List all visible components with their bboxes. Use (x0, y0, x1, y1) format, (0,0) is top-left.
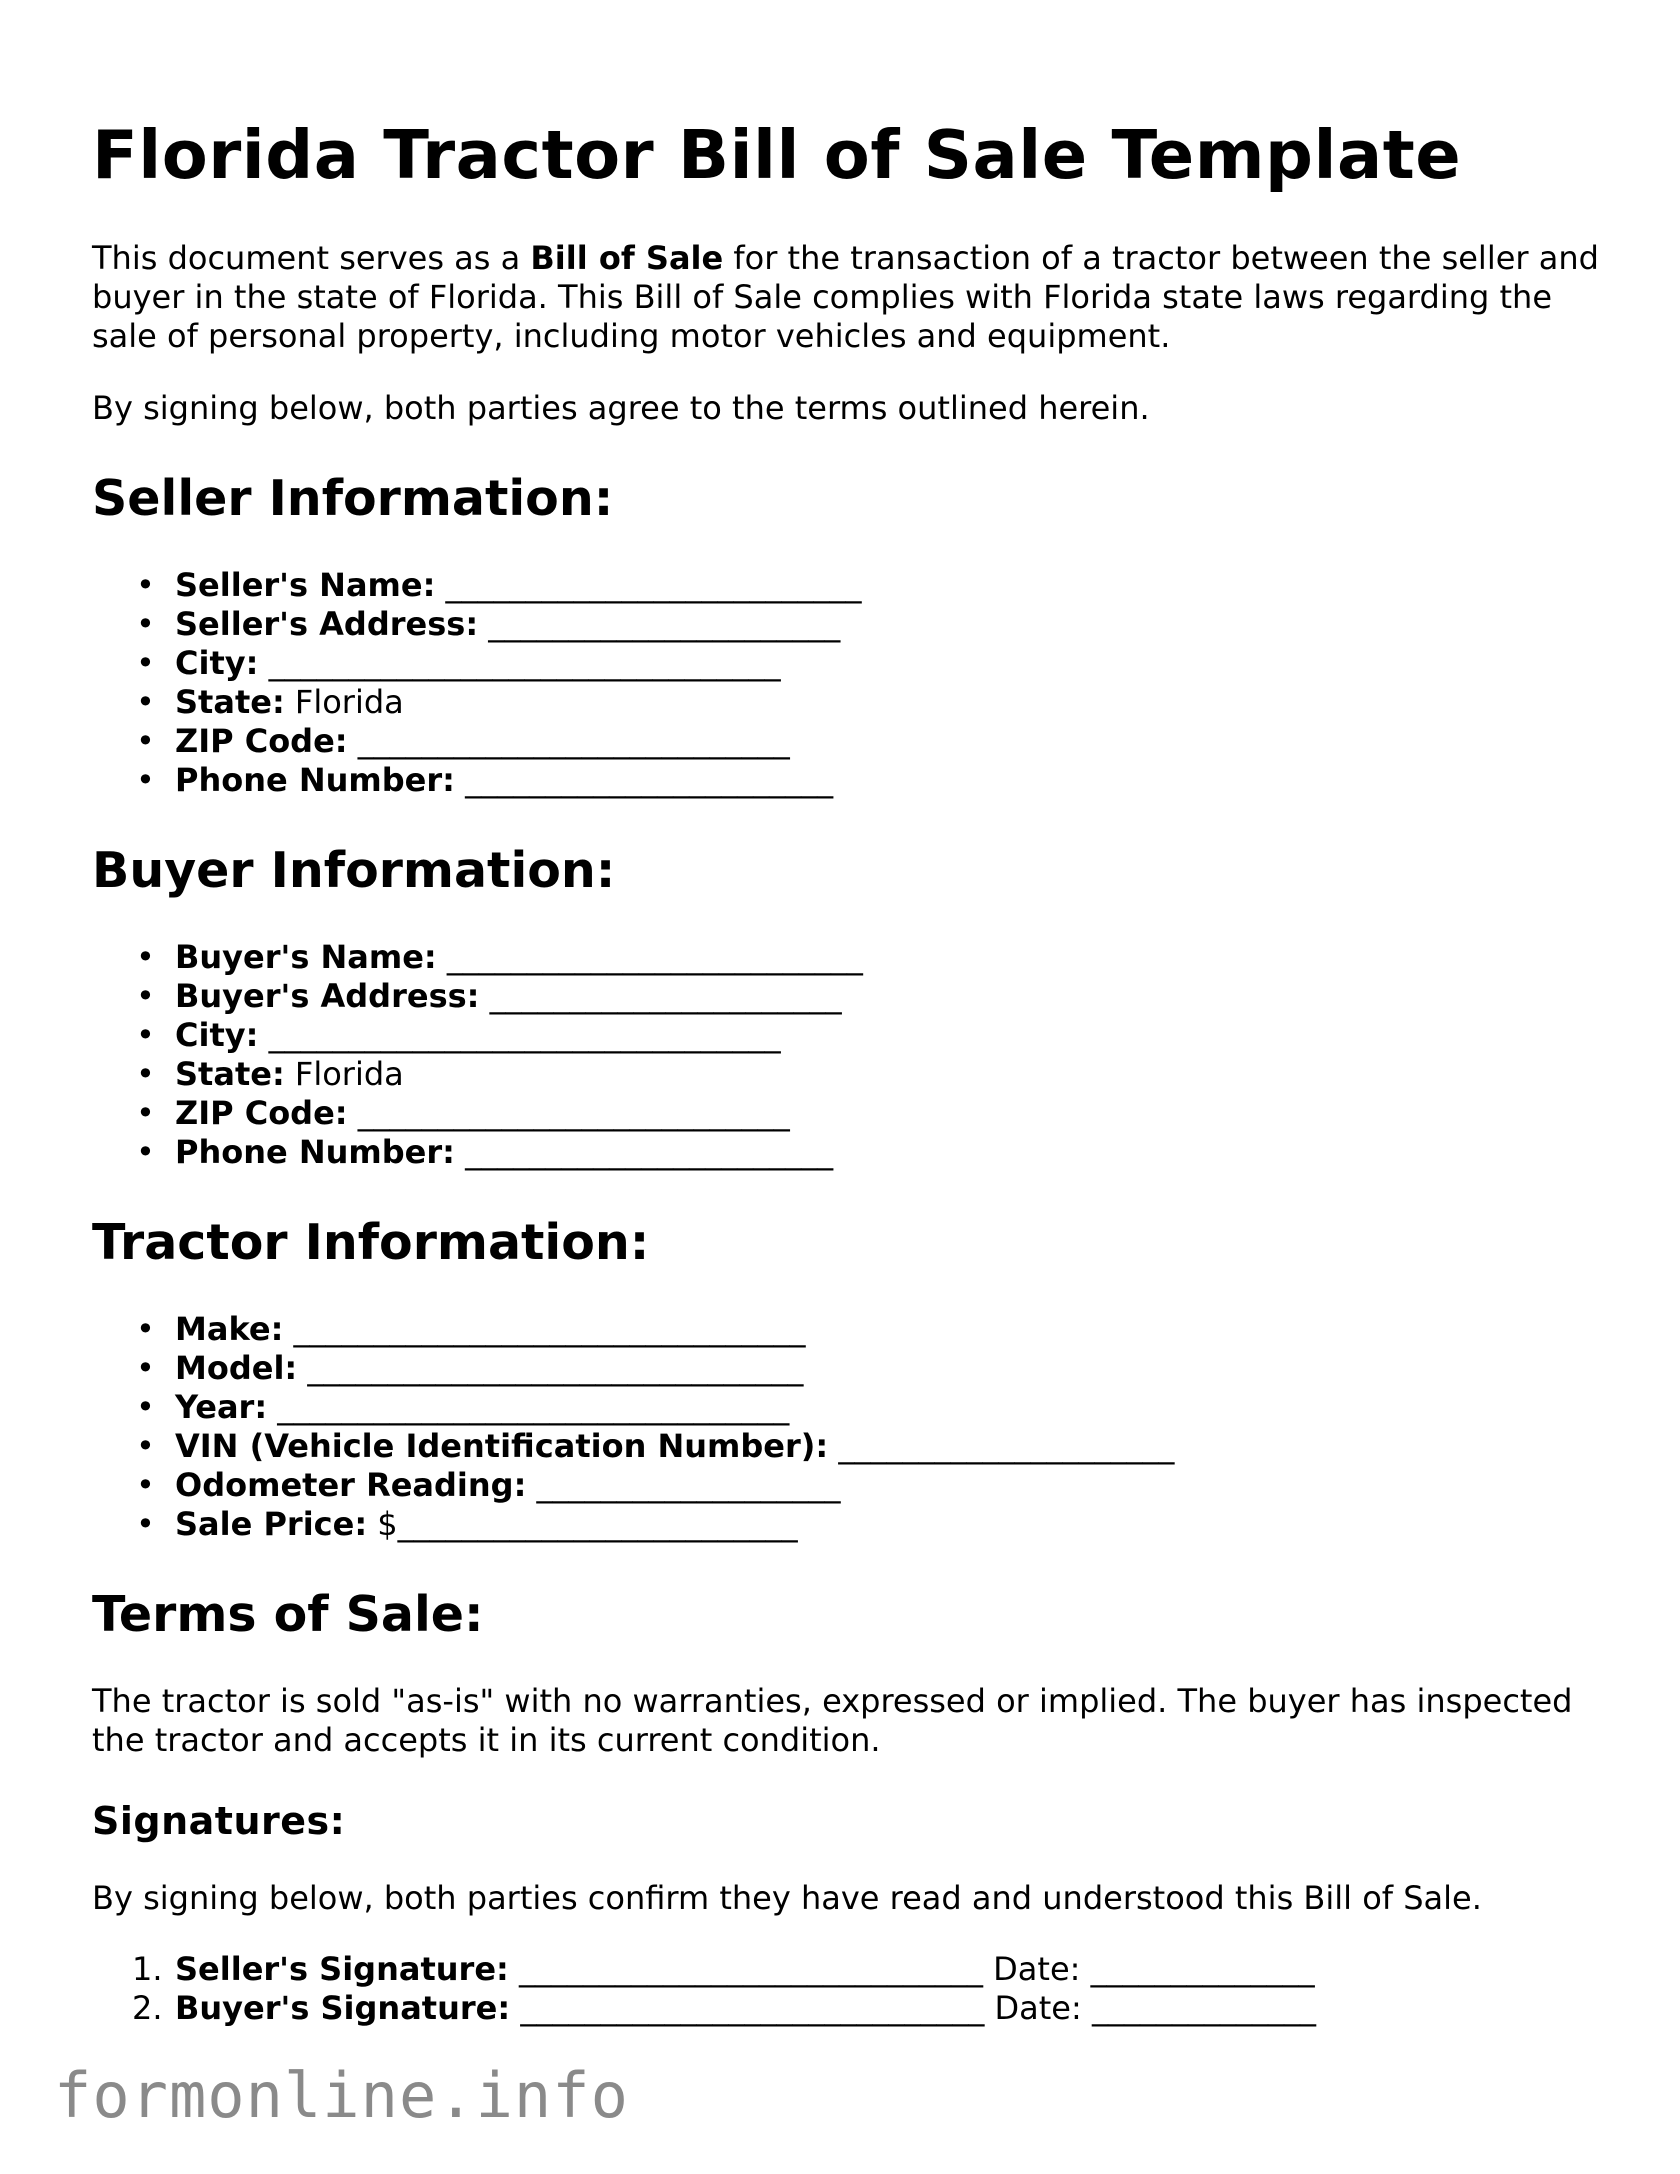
seller-signature-label: Seller's Signature: (175, 1950, 509, 1988)
buyer-state-label: State: (175, 1055, 285, 1093)
intro-paragraph (92, 239, 1612, 356)
list-item (92, 1505, 1612, 1544)
tractor-odometer-blank: ___________________ (526, 1466, 841, 1504)
buyer-zip-blank: ___________________________ (347, 1094, 790, 1132)
intro-bold-term: Bill of Sale (530, 239, 724, 277)
buyer-fields-list (92, 938, 1612, 1172)
seller-address-blank: ______________________ (478, 605, 841, 643)
list-item (92, 1016, 1612, 1055)
tractor-make-label: Make: (175, 1310, 284, 1348)
signatures-heading: Signatures: (92, 1799, 346, 1843)
seller-address-label: Seller's Address: (175, 605, 479, 643)
seller-name-label: Seller's Name: (175, 566, 436, 604)
tractor-price-label: Sale Price: (175, 1505, 368, 1543)
list-item (92, 1989, 1612, 2028)
buyer-name-blank: __________________________ (436, 938, 863, 976)
list-item (92, 761, 1612, 800)
list-item (92, 1133, 1612, 1172)
seller-zip-label: ZIP Code: (175, 722, 348, 760)
buyer-signature-blank: _____________________________ Date: ______________ (510, 1989, 1316, 2027)
list-item (92, 1466, 1612, 1505)
intro-text-end: for the transaction of a tractor between the seller and buyer in the state of Florida. This Bill of Sale complies with Florida state laws regarding the sale of personal property, including motor vehicles and equipment. (92, 239, 1599, 355)
list-item (92, 566, 1612, 605)
buyer-zip-label: ZIP Code: (175, 1094, 348, 1132)
tractor-model-blank: _______________________________ (297, 1349, 804, 1387)
seller-signature-blank: _____________________________ Date: ______________ (508, 1950, 1315, 1988)
tractor-fields-list (92, 1310, 1612, 1544)
tractor-odometer-label: Odometer Reading: (175, 1466, 527, 1504)
seller-state-value: Florida (284, 683, 404, 721)
watermark-text: formonline.info (54, 2059, 629, 2132)
list-item (92, 683, 1612, 722)
tractor-make-blank: ________________________________ (283, 1310, 806, 1348)
tractor-heading: Tractor Information: (92, 1214, 650, 1271)
list-item (92, 1950, 1612, 1989)
signatures-list (92, 1950, 1612, 2028)
tractor-vin-blank: _____________________ (828, 1427, 1175, 1465)
seller-zip-blank: ___________________________ (347, 722, 790, 760)
seller-name-blank: __________________________ (435, 566, 862, 604)
seller-fields-list (92, 566, 1612, 800)
list-item (92, 644, 1612, 683)
buyer-address-blank: ______________________ (479, 977, 842, 1015)
seller-city-blank: ________________________________ (258, 644, 781, 682)
list-item (92, 1310, 1612, 1349)
buyer-heading: Buyer Information: (92, 842, 616, 899)
terms-heading: Terms of Sale: (92, 1586, 484, 1643)
signature-number: 2. (132, 1989, 163, 2027)
seller-phone-blank: _______________________ (454, 761, 834, 799)
agreement-paragraph: By signing below, both parties agree to the terms outlined herein. (92, 389, 1150, 427)
buyer-signature-label: Buyer's Signature: (175, 1989, 511, 2027)
seller-city-label: City: (175, 644, 259, 682)
list-item (92, 938, 1612, 977)
tractor-year-blank: ________________________________ (267, 1388, 790, 1426)
buyer-name-label: Buyer's Name: (175, 938, 437, 976)
list-item (92, 1388, 1612, 1427)
terms-paragraph: The tractor is sold "as-is" with no warranties, expressed or implied. The buyer has inspected the tractor and accepts it in its current condition. (92, 1682, 1573, 1759)
tractor-year-label: Year: (175, 1388, 268, 1426)
list-item (92, 977, 1612, 1016)
document-title: Florida Tractor Bill of Sale Template (92, 116, 1462, 194)
list-item (92, 722, 1612, 761)
buyer-state-value: Florida (284, 1055, 404, 1093)
buyer-city-blank: ________________________________ (258, 1016, 781, 1054)
buyer-phone-blank: _______________________ (454, 1133, 834, 1171)
list-item (92, 1094, 1612, 1133)
tractor-price-blank: $_________________________ (367, 1505, 798, 1543)
buyer-phone-label: Phone Number: (175, 1133, 455, 1171)
seller-phone-label: Phone Number: (175, 761, 455, 799)
buyer-city-label: City: (175, 1016, 259, 1054)
list-item (92, 1349, 1612, 1388)
signatures-paragraph: By signing below, both parties confirm they have read and understood this Bill of Sale. (92, 1879, 1482, 1917)
seller-heading: Seller Information: (92, 470, 614, 527)
document-page (92, 0, 1612, 2028)
tractor-vin-label: VIN (Vehicle Identification Number): (175, 1427, 829, 1465)
list-item (92, 1055, 1612, 1094)
list-item (92, 1427, 1612, 1466)
list-item (92, 605, 1612, 644)
tractor-model-label: Model: (175, 1349, 298, 1387)
seller-state-label: State: (175, 683, 285, 721)
intro-text-start: This document serves as a (92, 239, 531, 277)
buyer-address-label: Buyer's Address: (175, 977, 480, 1015)
signature-number: 1. (132, 1950, 163, 1988)
